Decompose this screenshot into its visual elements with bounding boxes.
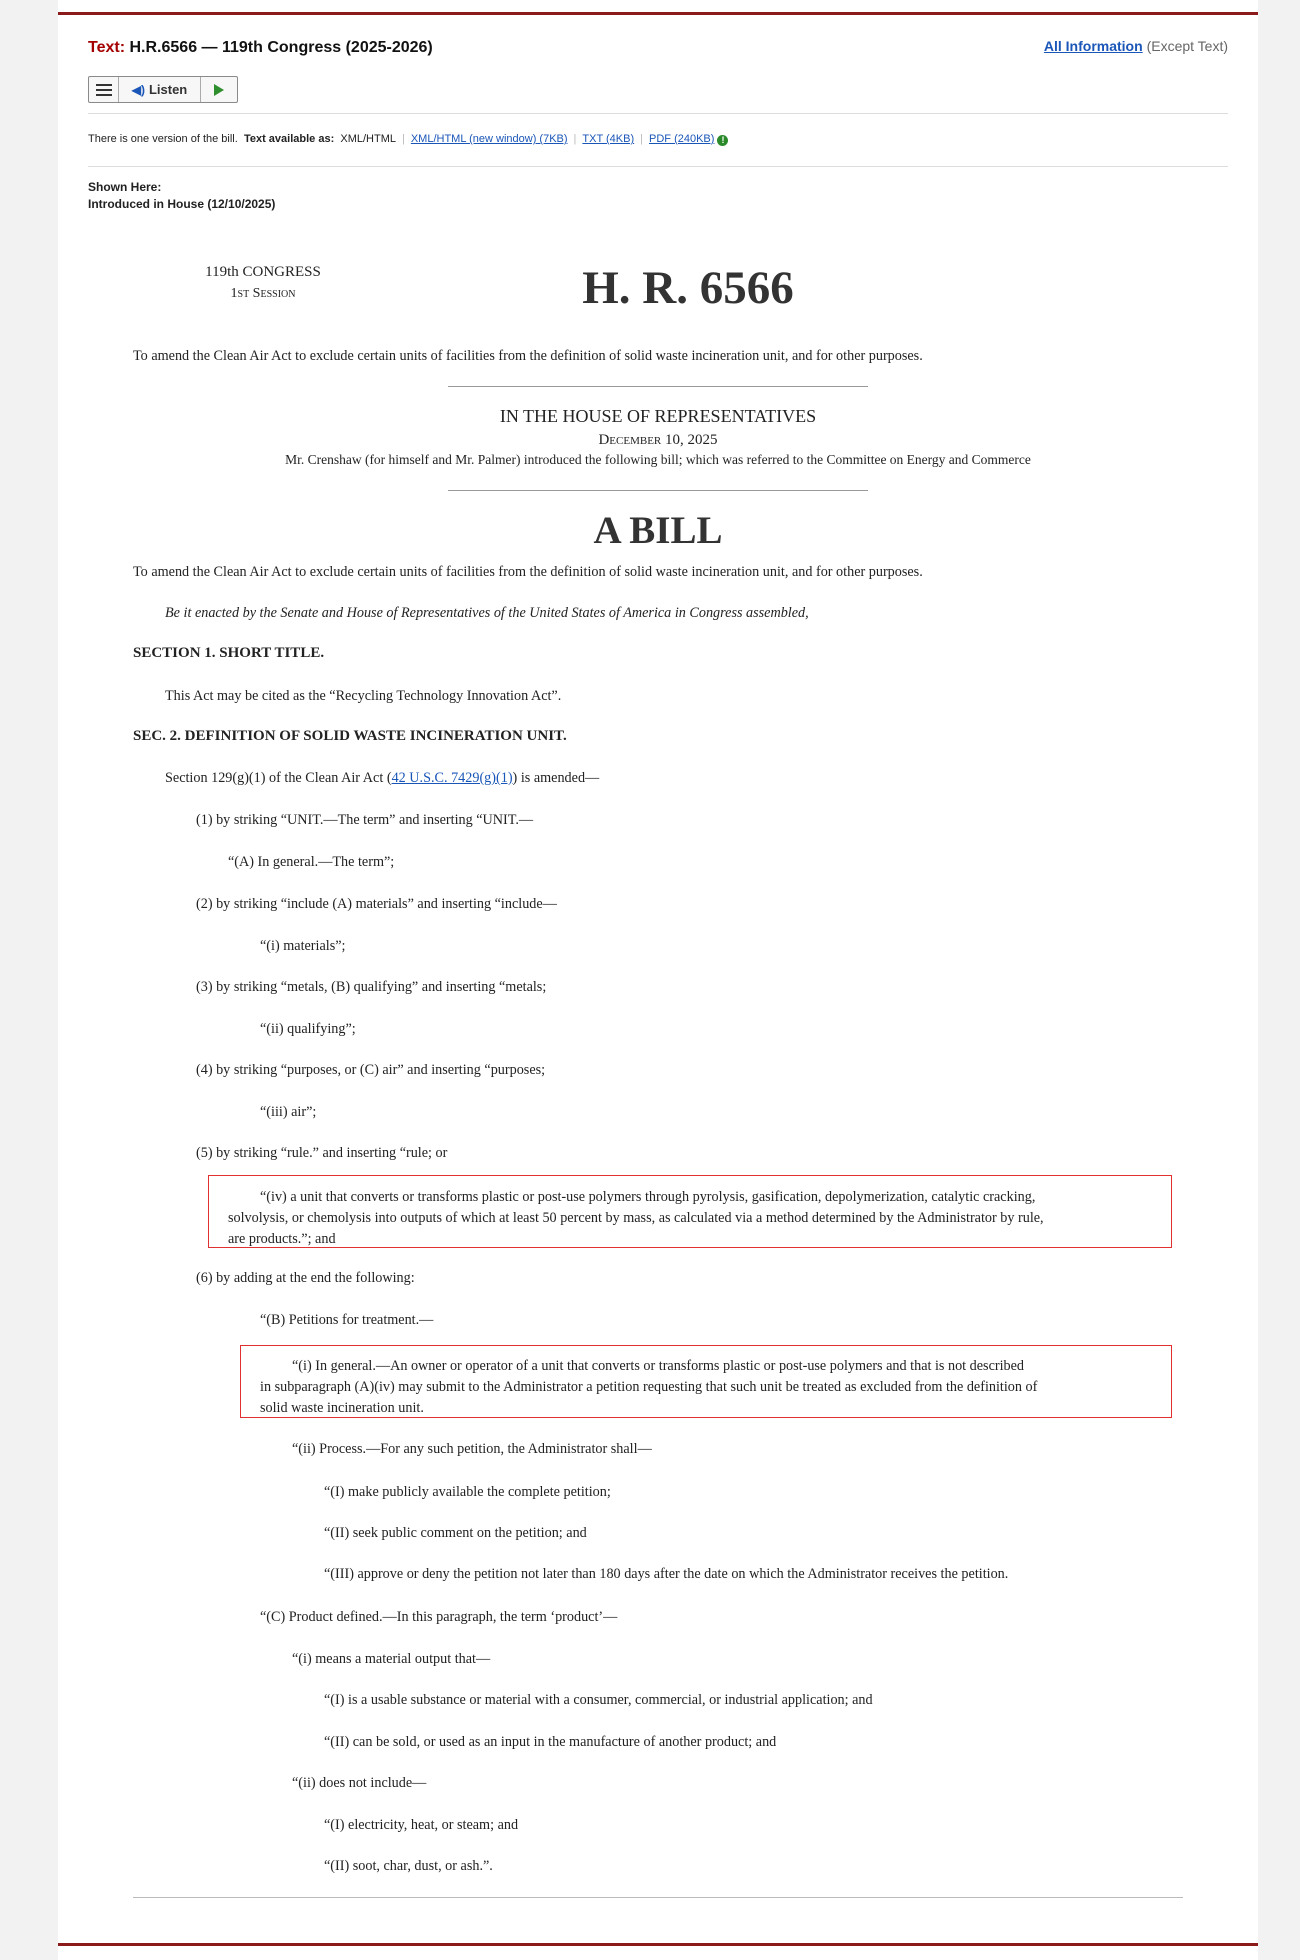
listen-toolbar [88,76,238,103]
format-txt-link[interactable]: TXT (4KB) [582,133,635,145]
bill-date: December 10, 2025 [598,432,718,448]
divider [88,166,1228,167]
section-1-text: This Act may be cited as the “Recycling Technology Innovation Act”. [165,688,562,704]
usc-citation-link[interactable]: 42 U.S.C. 7429(g)(1) [391,770,513,786]
bill-purpose-repeat: To amend the Clean Air Act to exclude certain units of facilities from the definition of solid waste incineration unit, and for other purposes. [133,564,923,580]
amendment-line: “(iii) air”; [260,1104,317,1120]
bill-text-page [58,0,1258,1960]
amendment-line: “(i) materials”; [260,938,346,954]
amendment-line: “(C) Product defined.—In this paragraph, the term ‘product’— [260,1609,618,1625]
amendment-line: (1) by striking “UNIT.—The term” and inserting “UNIT.— [196,812,534,828]
section-2-intro: Section 129(g)(1) of the Clean Air Act (42 U.S.C. 7429(g)(1)) is amended— [165,770,600,786]
top-divider [58,12,1258,15]
amendment-line: “(I) make publicly available the complete petition; [324,1484,611,1500]
amendment-line: “(ii) Process.—For any such petition, the Administrator shall— [292,1441,652,1457]
amendment-line: “(II) soot, char, dust, or ash.”. [324,1858,493,1874]
format-pdf-link[interactable]: PDF (240KB) [649,133,715,145]
section-1-heading: SECTION 1. SHORT TITLE. [133,645,325,661]
amendment-line: “(III) approve or deny the petition not later than 180 days after the date on which the Administrator receives the petition. [324,1566,1009,1582]
bottom-divider [58,1943,1258,1946]
amendment-line: (5) by striking “rule.” and inserting “rule; or [196,1145,448,1161]
play-button[interactable] [201,77,237,102]
format-current: XML/HTML [340,133,396,145]
amendment-line: “(I) is a usable substance or material with a consumer, commercial, or industrial application; and [324,1692,873,1708]
menu-icon[interactable] [89,77,119,102]
end-divider [133,1897,1183,1898]
except-text-note: (Except Text) [1146,38,1228,54]
a-bill-heading: A BILL [593,509,723,552]
amendment-line: “(II) seek public comment on the petition; and [324,1525,587,1541]
congress-session [198,262,328,304]
amendment-line: (3) by striking “metals, (B) qualifying” and inserting “metals; [196,979,547,995]
divider [88,113,1228,114]
paragraph-b-i: “(i) In general.—An owner or operator of a unit that converts or transforms plastic or post-use polymers and that is not described in subparagraph (A)(iv) may submit to the Administrator a petition requesting that such unit be treated as excluded from the definition of solid waste incineration unit. [260,1358,1038,1416]
amendment-line: “(II) can be sold, or used as an input in the manufacture of another product; and [324,1734,777,1750]
amendment-line: “(i) means a material output that— [292,1651,491,1667]
divider [448,386,868,387]
amendment-line: “(I) electricity, heat, or steam; and [324,1817,519,1833]
amendment-line: “(B) Petitions for treatment.— [260,1312,434,1328]
listen-button[interactable]: ◀) Listen [119,77,201,102]
info-icon[interactable]: ! [717,135,728,146]
shown-here: Shown Here: Introduced in House (12/10/2025) [88,180,276,211]
speaker-icon: ◀) [131,82,145,97]
play-icon [214,84,224,96]
amendment-line: “(ii) does not include— [292,1775,427,1791]
bill-purpose: To amend the Clean Air Act to exclude certain units of facilities from the definition of solid waste incineration unit, and for other purposes. [133,348,923,364]
page-title: Text: H.R.6566 — 119th Congress (2025-2026) [88,39,433,56]
all-information-link[interactable]: All Information [1043,38,1143,54]
format-xml-new-window-link[interactable]: XML/HTML (new window) (7KB) [410,133,568,145]
session-label: 1st Session [230,286,296,301]
paragraph-iv: “(iv) a unit that converts or transforms plastic or post-use polymers through pyrolysis, gasification, depolymerization, catalytic cracking, solvolysis, or chemolysis into outputs of which at least 50 percent by mass, as calculated via a method determined by the Administrator by rule, are products.”; and [228,1189,1044,1247]
congress-label: 119th CONGRESS [205,264,321,280]
enacting-clause: Be it enacted by the Senate and House of Representatives of the United States of America in Congress assembled, [165,605,809,621]
amendment-line: (6) by adding at the end the following: [196,1270,415,1286]
versions-bar: There is one version of the bill. Text available as: XML/HTML | XML/HTML (new window) (7KB) | TXT (4KB) | PDF (240KB) ! [88,133,728,146]
amendment-line: “(ii) qualifying”; [260,1021,356,1037]
amendment-line: “(A) In general.—The term”; [228,854,395,870]
introduced-statement: Mr. Crenshaw (for himself and Mr. Palmer) introduced the following bill; which was referred to the Committee on Energy and Commerce [285,452,1031,467]
all-info-area [1044,38,1228,54]
bill-number: H. R. 6566 [582,262,794,314]
section-2-heading: SEC. 2. DEFINITION OF SOLID WASTE INCINERATION UNIT. [133,728,567,744]
amendment-line: (2) by striking “include (A) materials” and inserting “include— [196,896,557,912]
amendment-line: (4) by striking “purposes, or (C) air” and inserting “purposes; [196,1062,546,1078]
house-heading: IN THE HOUSE OF REPRESENTATIVES [499,406,817,426]
divider [448,490,868,491]
